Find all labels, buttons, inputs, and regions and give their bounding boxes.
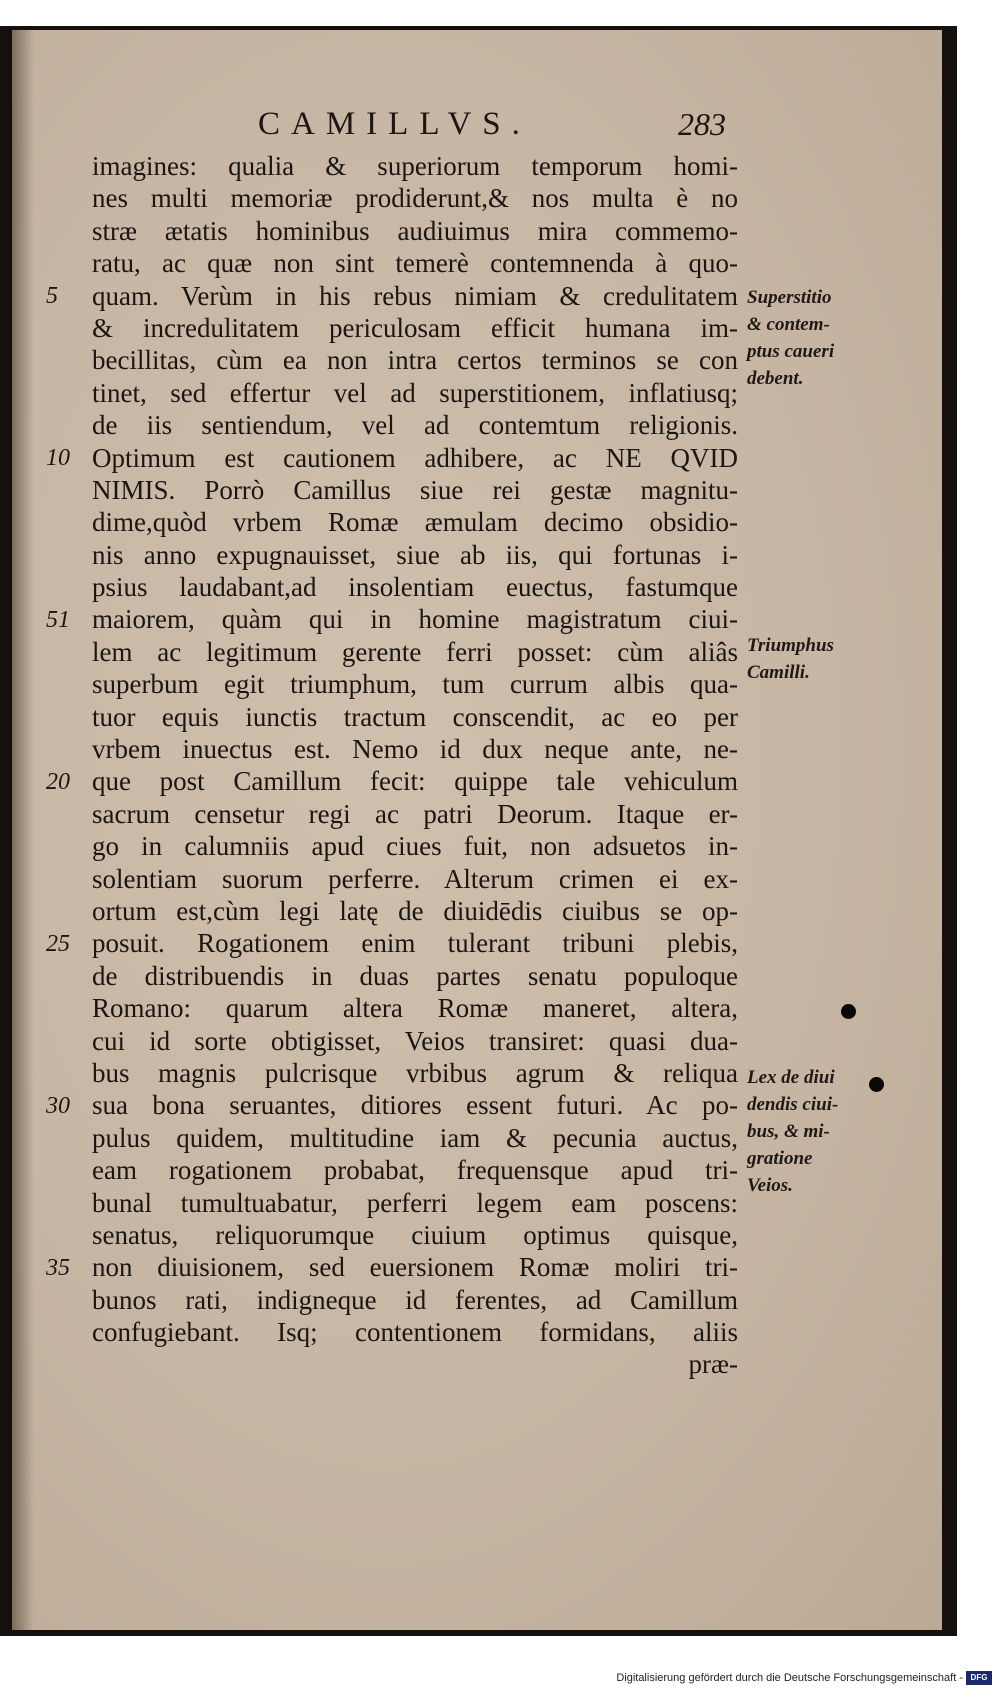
line-number: 51 — [46, 606, 70, 633]
text-line: bunos rati, indigneque id ferentes, ad Camillum — [92, 1284, 738, 1315]
line-number: 35 — [46, 1254, 70, 1281]
page-number: 283 — [678, 106, 726, 142]
text-line: NIMIS. Porrò Camillus siue rei gestæ magnitu- — [92, 474, 738, 505]
text-line: de iis sentiendum, vel ad contemtum religionis. — [92, 410, 738, 441]
marginal-note-line: bus, & mi- — [747, 1121, 830, 1142]
text-line: superbum egit triumphum, tum currum albis qua- — [92, 669, 738, 700]
text-line: Optimum est cautionem adhibere, ac NE QVID — [92, 442, 738, 473]
text-line: cui id sorte obtigisset, Veios transiret: quasi dua- — [92, 1025, 738, 1056]
marginal-note-line: & contem- — [747, 314, 830, 335]
dfg-logo: DFG — [966, 1671, 992, 1685]
main-text — [92, 150, 738, 1381]
text-line: quam. Verùm in his rebus nimiam & credulitatem — [92, 280, 738, 311]
marginal-note-line: gratione — [747, 1148, 813, 1169]
line-number: 5 — [46, 282, 58, 309]
text-line: bunal tumultuabatur, perferri legem eam poscens: — [92, 1187, 738, 1218]
text-line: go in calumniis apud ciues fuit, non adsuetos in- — [92, 831, 738, 862]
line-number: 30 — [46, 1092, 70, 1119]
running-title: CAMILLVS. — [258, 106, 531, 142]
line-number: 20 — [46, 768, 70, 795]
text-line: solentiam suorum perferre. Alterum crimen ei ex- — [92, 863, 738, 894]
text-line: Romano: quarum altera Romæ maneret, altera, — [92, 993, 738, 1024]
marginal-note-line: Camilli. — [747, 662, 810, 683]
text-line: ortum est,cùm legi latę de diuidēdis ciuibus se op- — [92, 895, 738, 926]
text-line: imagines: qualia & superiorum temporum homi- — [92, 151, 738, 181]
marginal-note-line: Lex de diui — [747, 1067, 835, 1088]
text-line: becillitas, cùm ea non intra certos terminos se con — [92, 345, 738, 376]
marginal-note-triumphus — [747, 632, 834, 686]
text-line: psius laudabant,ad insolentiam euectus, fastumque — [92, 572, 738, 603]
marginal-note-line: dendis ciui- — [747, 1094, 839, 1115]
text-line: ratu, ac quæ non sint temerè contemnenda à quo- — [92, 248, 738, 279]
text-line: bus magnis pulcrisque vrbibus agrum & reliqua — [92, 1057, 738, 1088]
spine-shadow — [12, 30, 34, 1630]
text-line: eam rogationem probabat, frequensque apud tri- — [92, 1155, 738, 1186]
text-line: senatus, reliquorumque ciuium optimus quisque, — [92, 1219, 738, 1250]
text-line: de distribuendis in duas partes senatu populoque — [92, 960, 738, 991]
text-line: vrbem inuectus est. Nemo id dux neque ante, ne- — [92, 734, 738, 765]
text-line: maiorem, quàm qui in homine magistratum ciui- — [92, 604, 738, 635]
book-page — [12, 30, 942, 1630]
text-line: que post Camillum fecit: quippe tale vehiculum — [92, 766, 738, 797]
marginal-note-line: Triumphus — [747, 635, 834, 656]
marginal-note-superstitio — [747, 284, 834, 392]
marginal-note-line: Superstitio — [747, 287, 832, 308]
text-line: sacrum censetur regi ac patri Deorum. Itaque er- — [92, 798, 738, 829]
ink-dot — [869, 1077, 884, 1092]
text-line: nis anno expugnauisset, siue ab iis, qui fortunas i- — [92, 539, 738, 570]
text-line: pulus quidem, multitudine iam & pecunia auctus, — [92, 1122, 738, 1153]
text-line: posuit. Rogationem enim tulerant tribuni plebis, — [92, 928, 738, 959]
digitization-credit: Digitalisierung gefördert durch die Deutsche Forschungsgemeinschaft - — [616, 1672, 963, 1684]
line-number: 25 — [46, 930, 70, 957]
marginal-note-line: debent. — [747, 368, 804, 389]
text-line: non diuisionem, sed euersionem Romæ moliri tri- — [92, 1252, 738, 1283]
catchword: præ- — [688, 1349, 738, 1380]
marginal-note-line: Veios. — [747, 1175, 793, 1196]
text-line: stræ ætatis hominibus audiuimus mira commemo- — [92, 215, 738, 246]
text-line: confugiebant. Isq; contentionem formidans, aliis — [92, 1317, 738, 1348]
text-line: tinet, sed effertur vel ad superstitionem, inflatiusq; — [92, 377, 738, 408]
marginal-note-line: ptus caueri — [747, 341, 835, 362]
text-line: tuor equis iunctis tractum conscendit, ac eo per — [92, 701, 738, 732]
ink-dot — [841, 1004, 856, 1019]
text-line: dime,quòd vrbem Romæ æmulam decimo obsidio- — [92, 507, 738, 538]
text-line: nes multi memoriæ prodiderunt,& nos multa è no — [92, 183, 738, 214]
marginal-note-lex — [747, 1064, 838, 1199]
text-line: lem ac legitimum gerente ferri posset: cùm aliâs — [92, 636, 738, 667]
text-line: sua bona seruantes, ditiores essent futuri. Ac po- — [92, 1090, 738, 1121]
running-head — [12, 106, 942, 146]
text-line: & incredulitatem periculosam efficit humana im- — [92, 312, 738, 343]
line-number: 10 — [46, 444, 70, 471]
